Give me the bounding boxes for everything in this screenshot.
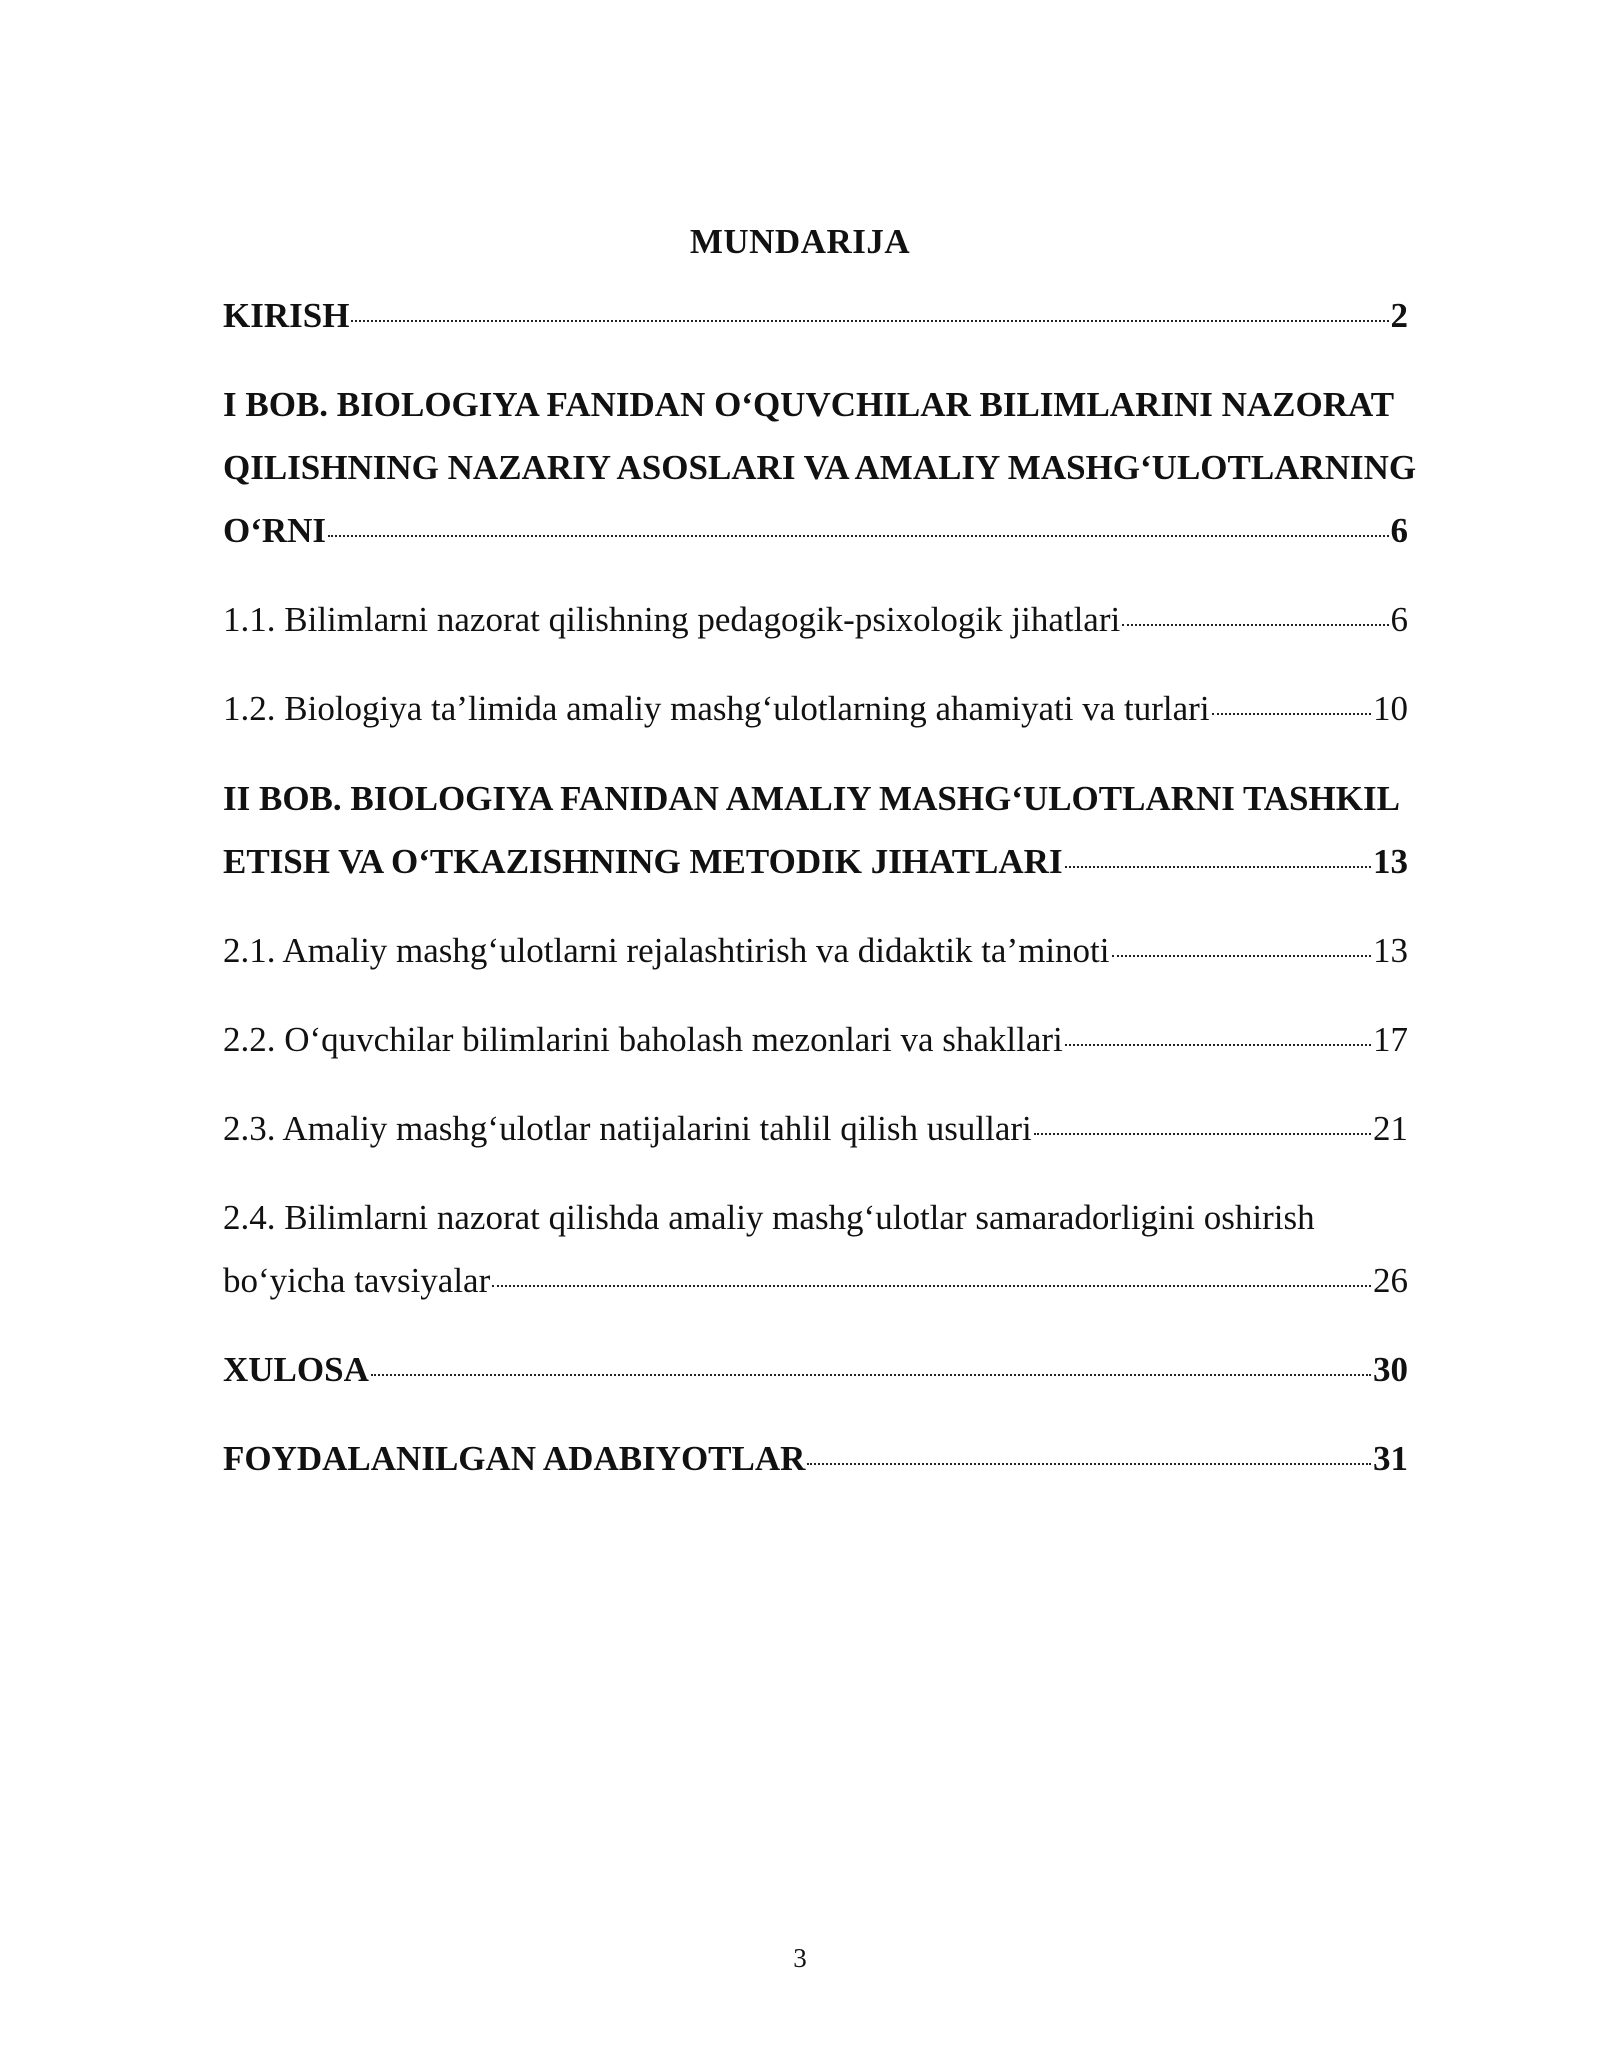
toc-entry-chapter-1[interactable]: [223, 511, 1408, 551]
toc-entry-label: 2.2. O‘quvchilar bilimlarini baholash mezonlari va shakllari: [223, 1020, 1063, 1059]
toc-page-number: 6: [1390, 600, 1408, 639]
toc-page-number: 13: [1373, 931, 1408, 970]
toc-entry-kirish[interactable]: [223, 296, 1408, 336]
toc-entry-label: bo‘yicha tavsiyalar: [223, 1261, 491, 1300]
toc-entry-chapter-2[interactable]: [223, 842, 1408, 882]
toc-page-number: 13: [1373, 842, 1408, 881]
dot-leader: [1065, 1044, 1371, 1046]
toc-entry-label: O‘RNI: [223, 511, 327, 550]
page-title: MUNDARIJA: [689, 222, 911, 261]
toc-entry-2-3[interactable]: [223, 1109, 1408, 1149]
toc-entry-2-2[interactable]: [223, 1020, 1408, 1060]
toc-page-number: 31: [1373, 1439, 1408, 1478]
page-number: 3: [793, 1943, 807, 1973]
dot-leader: [1122, 624, 1388, 626]
dot-leader: [1212, 713, 1371, 715]
toc-entry-label: 1.1. Bilimlarni nazorat qilishning pedagogik-psixologik jihatlari: [223, 600, 1121, 639]
toc-entry-xulosa[interactable]: [223, 1350, 1408, 1390]
dot-leader: [1065, 866, 1371, 868]
dot-leader: [492, 1285, 1371, 1287]
toc-entry-label: FOYDALANILGAN ADABIYOTLAR: [223, 1439, 806, 1478]
toc-chapter-1-line-2[interactable]: QILISHNING NAZARIY ASOSLARI VA AMALIY MASHG‘ULOTLARNING: [223, 448, 1417, 487]
toc-entry-label: ETISH VA O‘TKAZISHNING METODIK JIHATLARI: [223, 842, 1063, 881]
toc-page-number: 10: [1373, 689, 1408, 728]
toc-chapter-2-line-1[interactable]: II BOB. BIOLOGIYA FANIDAN AMALIY MASHG‘ULOTLARNI TASHKIL: [223, 779, 1400, 818]
toc-entry-label: 2.1. Amaliy mashg‘ulotlarni rejalashtirish va didaktik ta’minoti: [223, 931, 1110, 970]
dot-leader: [807, 1463, 1371, 1465]
toc-page-number: 21: [1373, 1109, 1408, 1148]
toc-page-number: 6: [1390, 511, 1408, 550]
toc-entry-2-1[interactable]: [223, 931, 1408, 971]
dot-leader: [328, 535, 1388, 537]
toc-entry-label: 2.3. Amaliy mashg‘ulotlar natijalarini tahlil qilish usullari: [223, 1109, 1032, 1148]
dot-leader: [351, 320, 1388, 322]
dot-leader: [1034, 1133, 1371, 1135]
dot-leader: [371, 1374, 1371, 1376]
toc-entry-label: KIRISH: [223, 296, 350, 335]
toc-entry-2-4[interactable]: [223, 1261, 1408, 1301]
toc-entry-label: 1.2. Biologiya ta’limida amaliy mashg‘ulotlarning ahamiyati va turlari: [223, 689, 1210, 728]
dot-leader: [1112, 955, 1371, 957]
toc-chapter-1-line-1[interactable]: I BOB. BIOLOGIYA FANIDAN O‘QUVCHILAR BILIMLARINI NAZORAT: [223, 385, 1395, 424]
toc-page-number: 26: [1373, 1261, 1408, 1300]
toc-page-number: 30: [1373, 1350, 1408, 1389]
toc-page-number: 17: [1373, 1020, 1408, 1059]
toc-entry-1-2[interactable]: [223, 689, 1408, 729]
toc-entry-1-1[interactable]: [223, 600, 1408, 640]
toc-entry-2-4-line-1[interactable]: 2.4. Bilimlarni nazorat qilishda amaliy mashg‘ulotlar samaradorligini oshirish: [223, 1198, 1315, 1237]
toc-entry-label: XULOSA: [223, 1350, 369, 1389]
toc-entry-adabiyotlar[interactable]: [223, 1439, 1408, 1479]
toc-page-number: 2: [1390, 296, 1408, 335]
